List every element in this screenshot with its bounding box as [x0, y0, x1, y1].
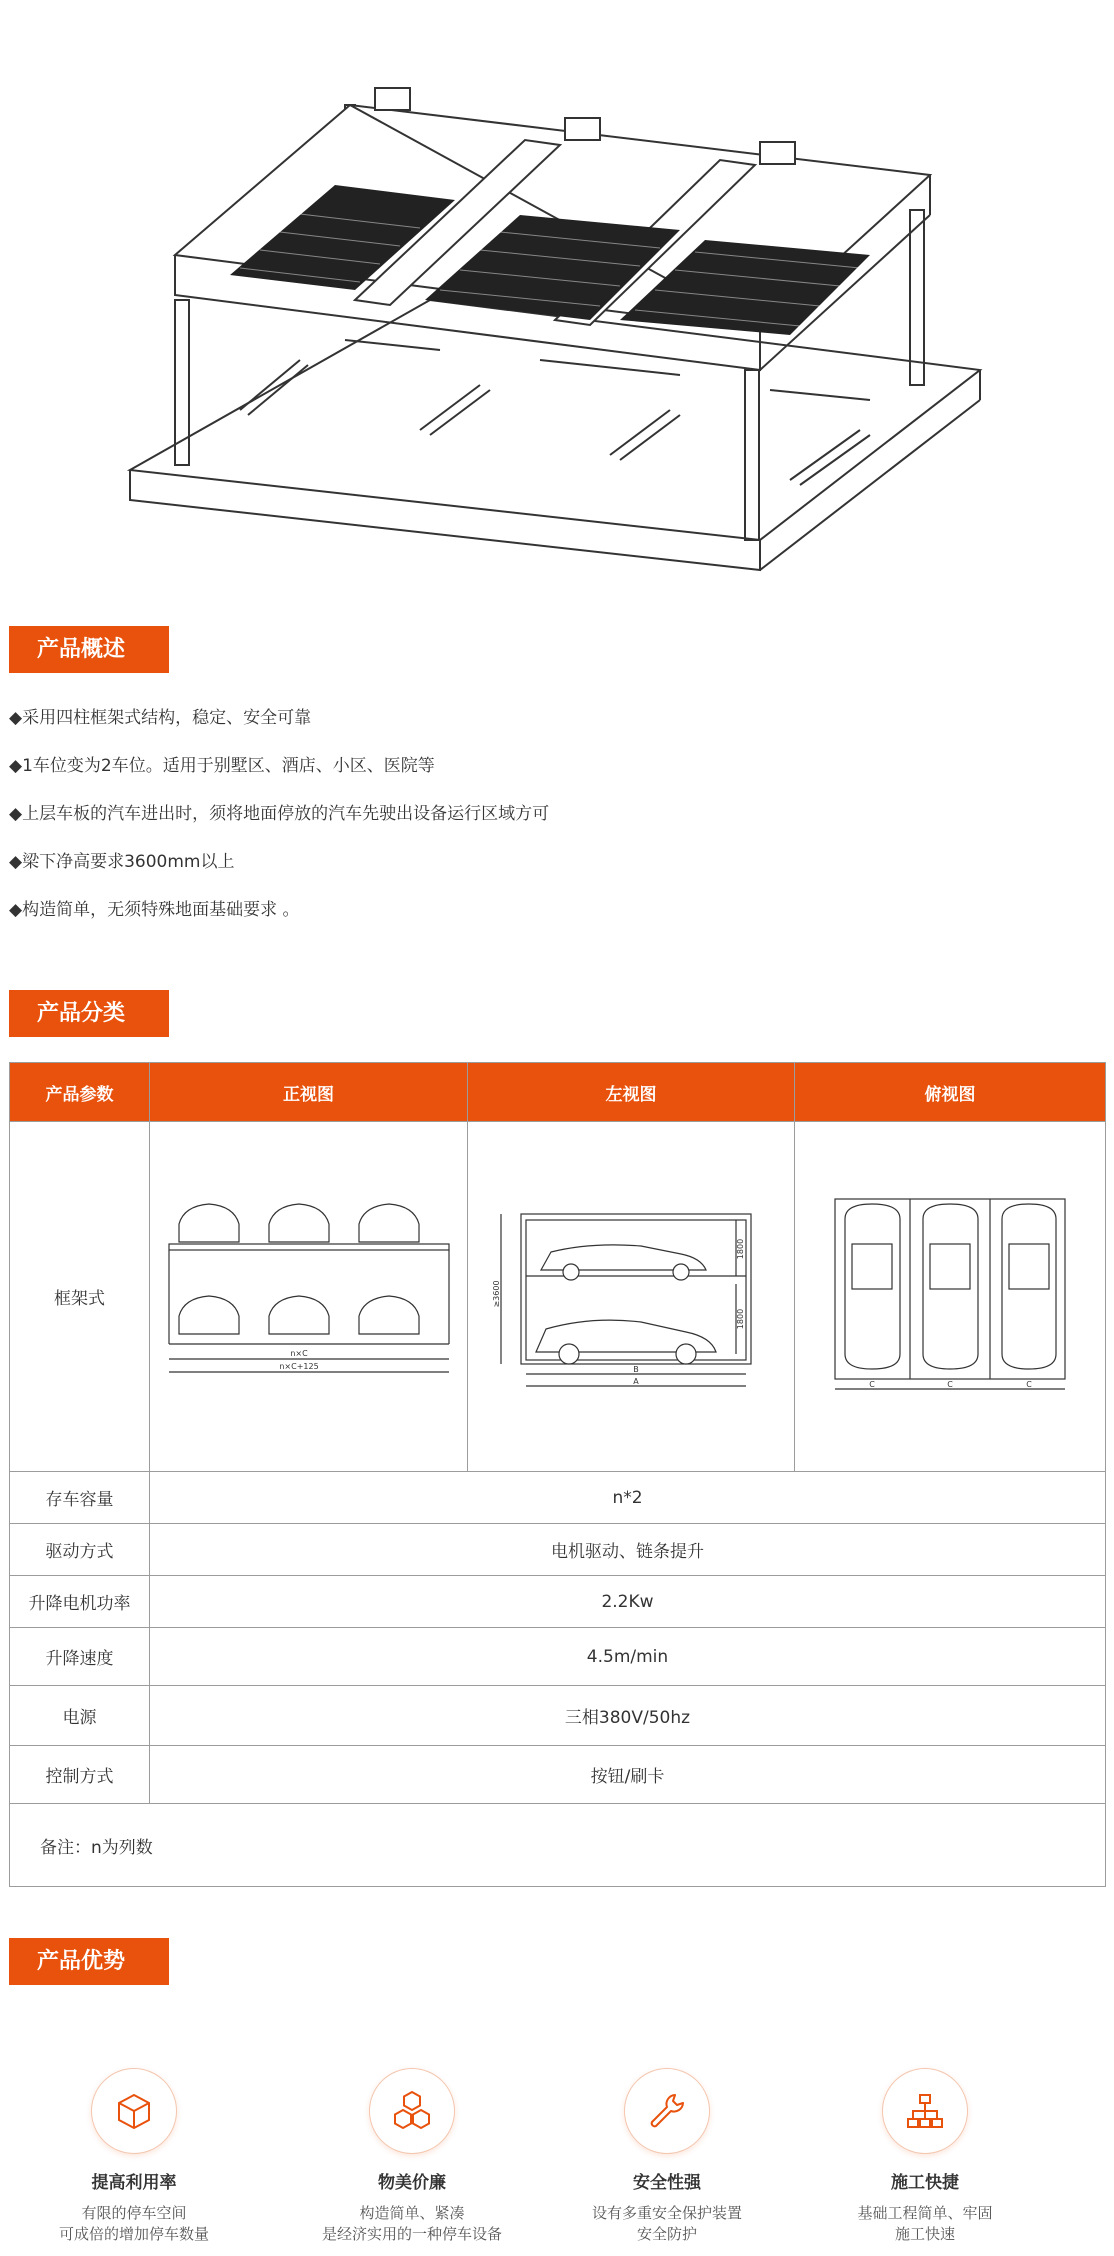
side-dim-h2: 1800 [736, 1308, 745, 1330]
param-label: 升降电机功率 [10, 1576, 150, 1628]
param-label: 电源 [10, 1686, 150, 1746]
advantage-desc: 有限的停车空间 [81, 2204, 187, 2222]
top-dim-c: C [1026, 1380, 1032, 1389]
advantage-desc: 基础工程简单、牢固 [857, 2204, 993, 2222]
header-side-view: 左视图 [468, 1063, 795, 1122]
param-value: n*2 [150, 1472, 1106, 1524]
header-top-view: 俯视图 [795, 1063, 1106, 1122]
advantage-title: 安全性强 [633, 2173, 701, 2193]
advantage-item [815, 2068, 1035, 2245]
param-label: 升降速度 [10, 1628, 150, 1686]
front-dim-2: n×C+125 [278, 1362, 319, 1371]
advantage-item [302, 2068, 522, 2245]
side-view-drawing [491, 1194, 771, 1394]
table-note: 备注：n为列数 [10, 1804, 1106, 1887]
overview-item: ◆上层车板的汽车进出时，须将地面停放的汽车先驶出设备运行区域方可 [9, 804, 550, 824]
front-view-drawing [164, 1194, 454, 1394]
section-title-overview: 产品概述 [9, 626, 169, 673]
overview-item: ◆梁下净高要求3600mm以上 [9, 852, 235, 872]
side-dim-b: B [633, 1365, 639, 1374]
param-value: 按钮/刷卡 [150, 1746, 1106, 1804]
parking-structure-illustration [0, 0, 1114, 600]
advantage-title: 提高利用率 [91, 2173, 177, 2193]
top-view-cell [795, 1122, 1106, 1472]
top-dim-c: C [947, 1380, 953, 1389]
cube-icon [91, 2068, 177, 2154]
param-label: 控制方式 [10, 1746, 150, 1804]
overview-item: ◆构造简单，无须特殊地面基础要求 。 [9, 900, 300, 920]
side-dim-h1: 1800 [736, 1238, 745, 1260]
spec-table [9, 1062, 1106, 1887]
front-view-cell [150, 1122, 468, 1472]
param-value: 4.5m/min [150, 1628, 1106, 1686]
param-label: 存车容量 [10, 1472, 150, 1524]
advantage-item [557, 2068, 777, 2245]
advantage-desc: 构造简单、紧凑 [359, 2204, 465, 2222]
advantage-desc: 设有多重安全保护装置 [591, 2204, 742, 2222]
header-params: 产品参数 [10, 1063, 150, 1122]
param-label: 驱动方式 [10, 1524, 150, 1576]
overview-item: ◆1车位变为2车位。适用于别墅区、酒店、小区、医院等 [9, 756, 435, 776]
side-view-cell [468, 1122, 795, 1472]
section-title-category: 产品分类 [9, 990, 169, 1037]
side-dim-a: A [633, 1377, 639, 1386]
wrench-icon [624, 2068, 710, 2154]
param-value: 三相380V/50hz [150, 1686, 1106, 1746]
hierarchy-icon [882, 2068, 968, 2154]
overview-item: ◆采用四柱框架式结构，稳定、安全可靠 [9, 708, 312, 728]
section-title-advantages: 产品优势 [9, 1938, 169, 1985]
advantage-desc: 施工快速 [894, 2225, 955, 2243]
advantage-desc: 可成倍的增加停车数量 [58, 2225, 209, 2243]
advantage-desc: 是经济实用的一种停车设备 [321, 2225, 502, 2243]
advantage-item [24, 2068, 244, 2245]
front-dim-1: n×C [289, 1349, 308, 1358]
top-view-drawing [830, 1189, 1070, 1399]
advantage-desc: 安全防护 [636, 2225, 697, 2243]
param-value: 2.2Kw [150, 1576, 1106, 1628]
advantage-title: 施工快捷 [891, 2173, 959, 2193]
param-value: 电机驱动、链条提升 [150, 1524, 1106, 1576]
advantage-title: 物美价廉 [378, 2173, 446, 2193]
hexagons-icon [369, 2068, 455, 2154]
type-label: 框架式 [10, 1122, 150, 1472]
side-dim-h: ≥3600 [492, 1280, 501, 1308]
top-dim-c: C [869, 1380, 875, 1389]
header-front-view: 正视图 [150, 1063, 468, 1122]
